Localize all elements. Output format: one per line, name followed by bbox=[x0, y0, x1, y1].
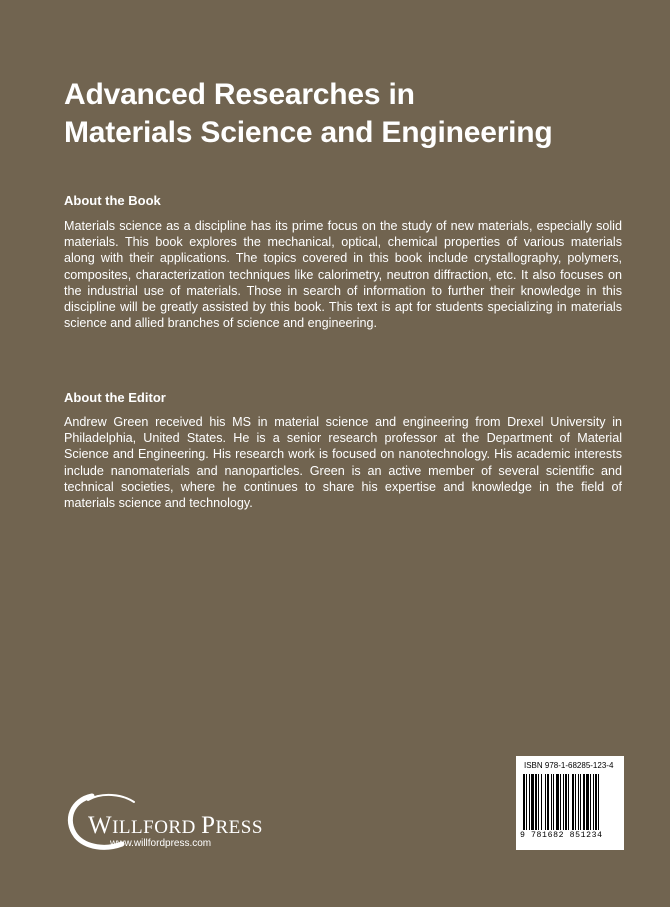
about-book-text: Materials science as a discipline has its prime focus on the study of new materials, especially solid materials. This book explores the mechanical, optical, chemical properties of various materials along with their applications. The topics covered in this book include crystallography, polymers, composites, characterization techniques like calorimetry, neutron diffraction, etc. It also focuses on the industrial use of materials. Those in search of information to further their knowledge in this discipline will be greatly assisted by this book. This text is apt for students specializing in materials science and allied branches of science and engineering. bbox=[64, 219, 622, 331]
about-editor-heading: About the Editor bbox=[64, 390, 166, 405]
publisher-name-part-1: ILLFORD bbox=[112, 817, 202, 838]
title-line-2: Materials Science and Engineering bbox=[64, 116, 553, 149]
publisher-name-part-2: RESS bbox=[215, 817, 263, 838]
publisher-website: www.willfordpress.com bbox=[110, 838, 212, 849]
about-editor-text: Andrew Green received his MS in material science and engineering from Drexel University in Philadelphia, United States. He is a senior research professor at the Department of Material Science and Engineering. His research work is focused on nanotechnology. His academic interests include nanomaterials and nanoparticles. Green is an active member of several scientific and technical societies, where he continues to share his expertise and knowledge in the field of materials science and technology. bbox=[64, 415, 622, 511]
about-book-heading: About the Book bbox=[64, 193, 161, 208]
publisher-initial-w: W bbox=[88, 812, 113, 839]
barcode-box bbox=[516, 756, 624, 850]
barcode-icon bbox=[523, 774, 617, 830]
title-line-1: Advanced Researches in bbox=[64, 78, 415, 111]
book-title bbox=[64, 76, 553, 152]
barcode-digits: 9 781682 851234 bbox=[520, 831, 603, 840]
publisher-initial-p: P bbox=[201, 812, 216, 839]
isbn-label: ISBN 978-1-68285-123-4 bbox=[524, 761, 614, 770]
publisher-name bbox=[88, 812, 263, 840]
